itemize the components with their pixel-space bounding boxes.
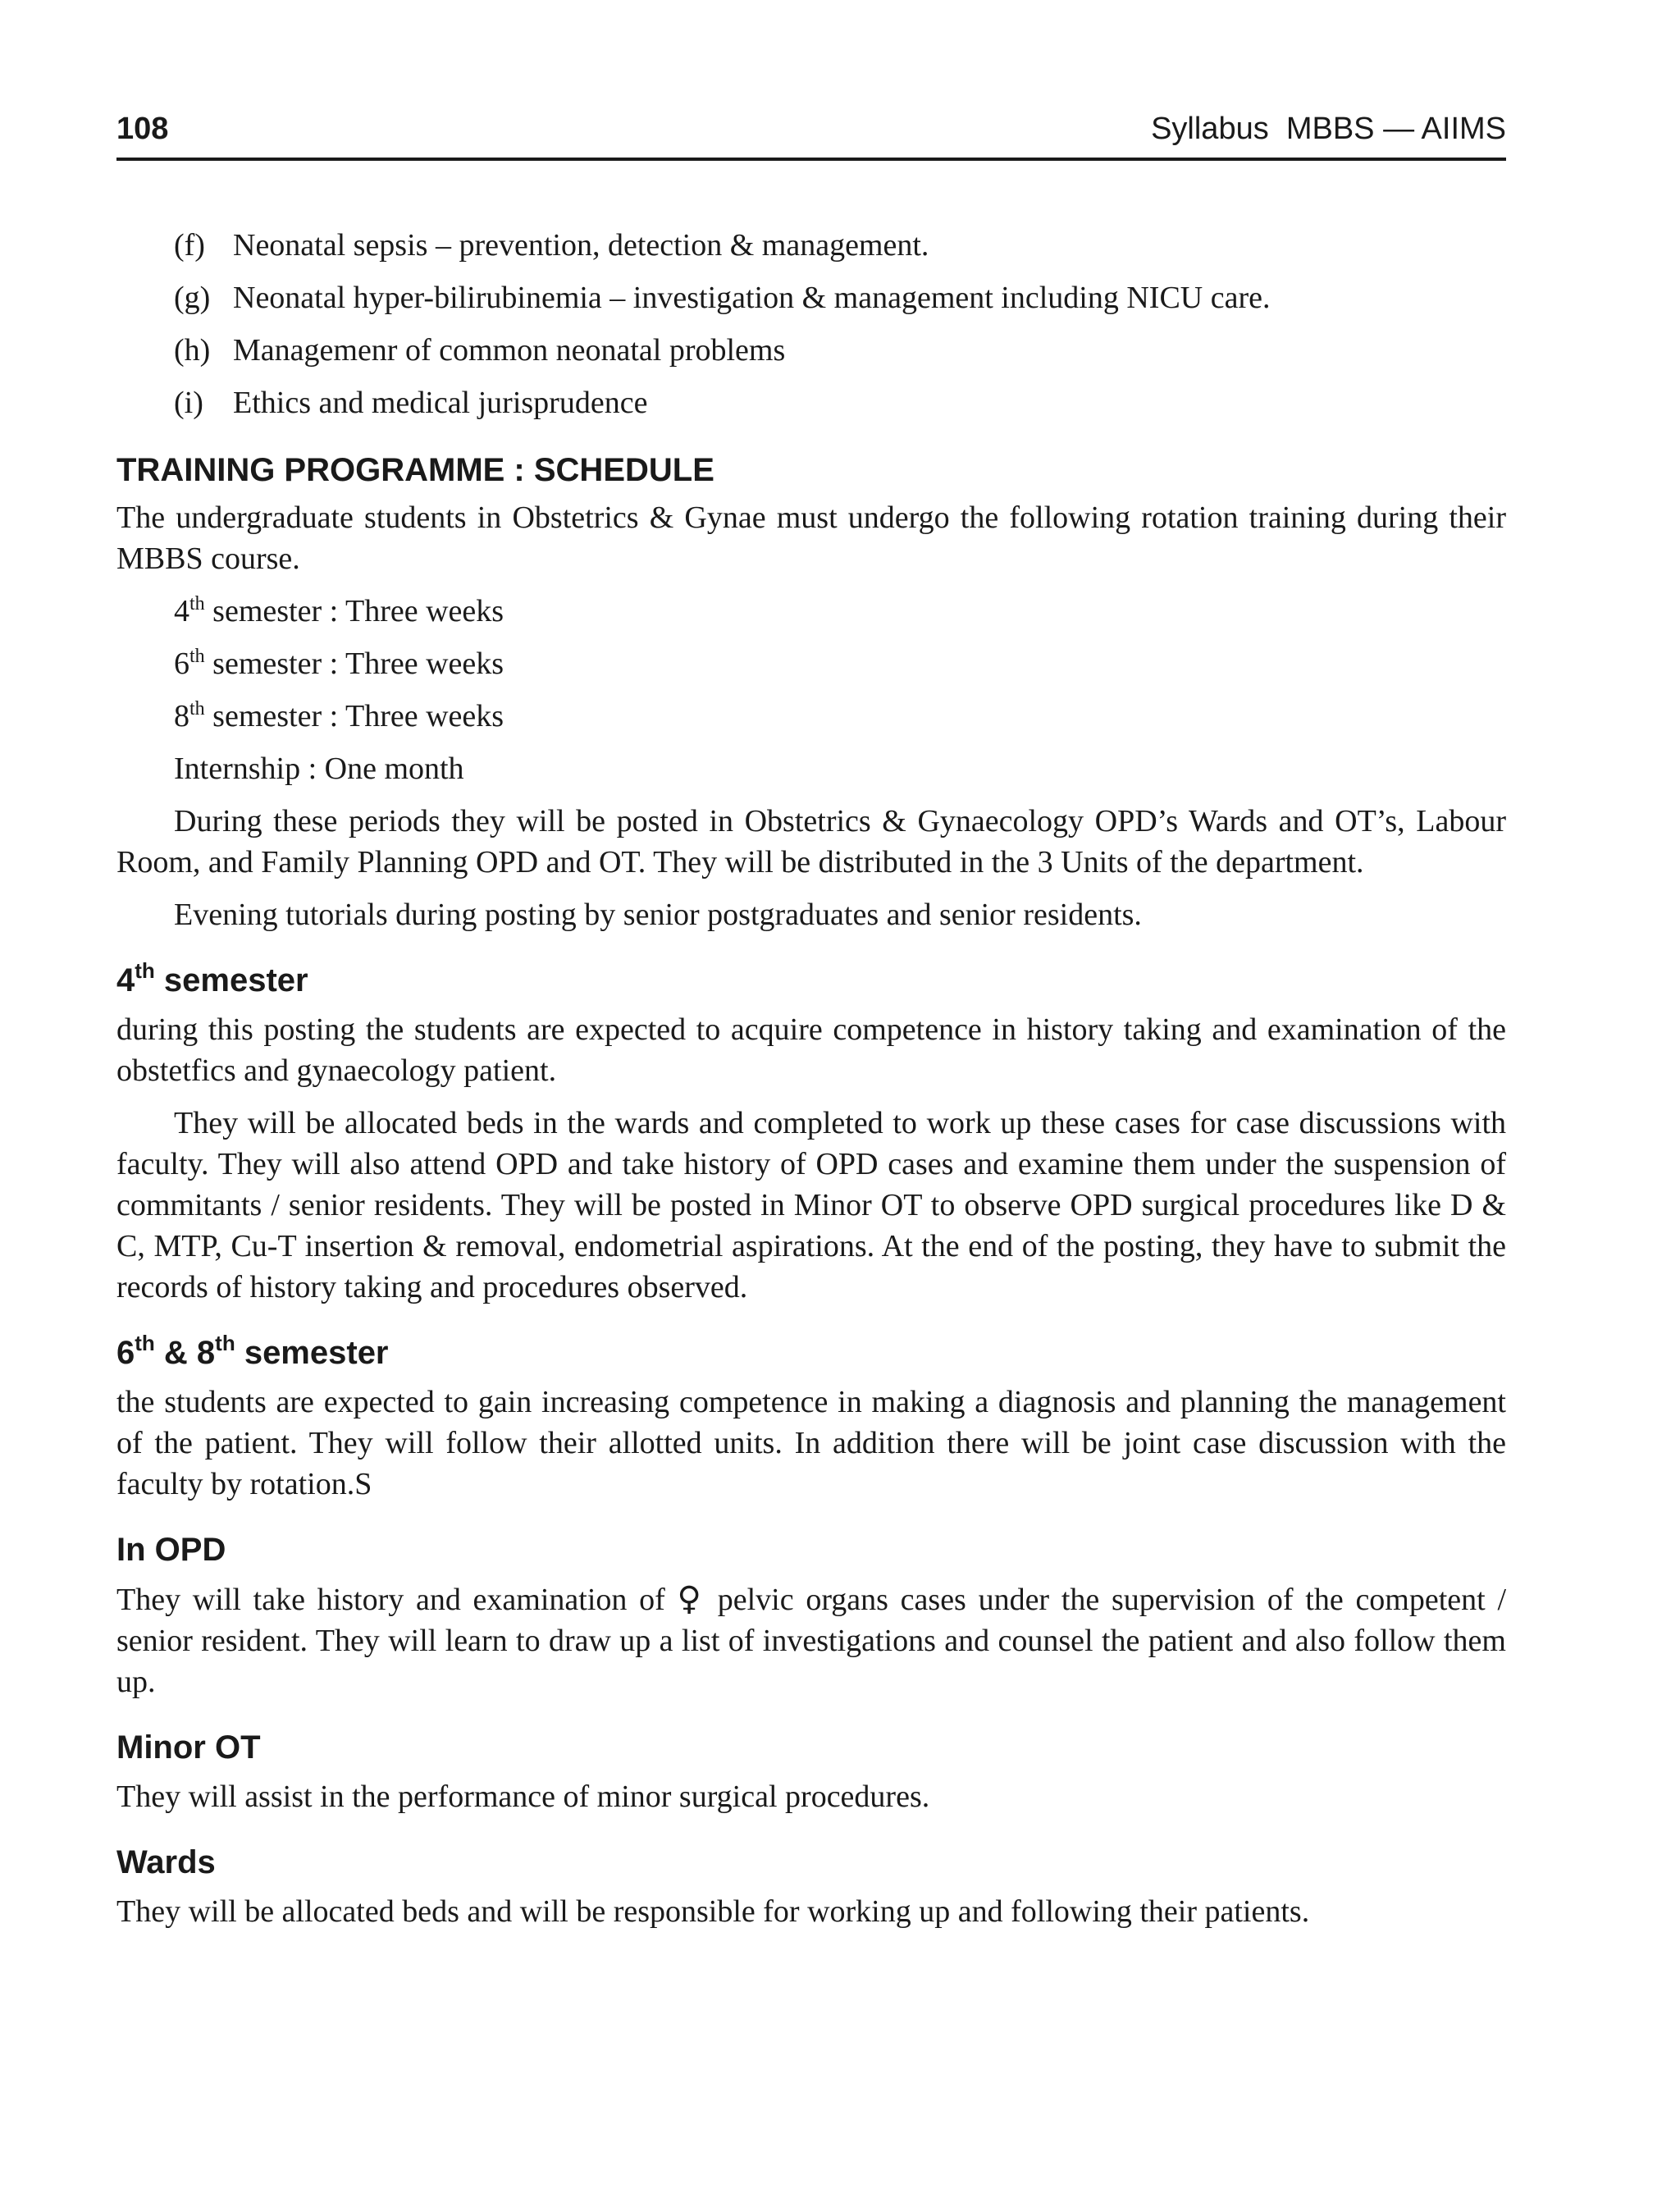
- schedule-line: 4th semester : Three weeks: [174, 593, 504, 628]
- opd-heading: In OPD: [116, 1532, 226, 1568]
- sem68-paragraph: the students are expected to gain increasing competence in making a diagnosis and planning the management of the patient. They will follow their allotted units. In addition there will be joint case discussion with the faculty by rotation.S: [116, 1385, 1506, 1501]
- list-marker: (h): [174, 333, 211, 368]
- page-header: [116, 112, 1506, 161]
- page-number: 108: [116, 112, 169, 146]
- internship-line: Internship : One month: [174, 752, 464, 786]
- page-content: [116, 225, 1506, 1932]
- list-item: [174, 225, 1506, 266]
- list-marker: (f): [174, 228, 205, 263]
- female-symbol-icon: ♀: [677, 1580, 706, 1618]
- list-item: [174, 382, 1506, 423]
- list-item: [174, 277, 1506, 318]
- sem4-paragraph: during this posting the students are expected to acquire competence in history taking and examination of the obstetfics and gynaecology patient.: [116, 1012, 1506, 1088]
- wards-heading: Wards: [116, 1844, 216, 1880]
- opd-paragraph: They will take history and examination of ♀ pelvic organs cases under the supervision of the competent / senior resident. They will learn to draw up a list of investigations and counsel the patient and also follow them up.: [116, 1580, 1506, 1699]
- schedule-line: 8th semester : Three weeks: [174, 698, 504, 733]
- training-paragraph: During these periods they will be posted in Obstetrics & Gynaecology OPD’s Wards and OT’s, Labour Room, and Family Planning OPD and OT. They will be distributed in the 3 Units of the department.: [116, 804, 1506, 879]
- list-marker: (g): [174, 281, 211, 315]
- training-intro: The undergraduate students in Obstetrics & Gynae must undergo the following rotation training during their MBBS course.: [116, 500, 1506, 576]
- list-item-text: Neonatal hyper-bilirubinemia – investigation & management including NICU care.: [233, 281, 1271, 315]
- list-item-text: Ethics and medical jurisprudence: [233, 386, 648, 420]
- training-paragraph: Evening tutorials during posting by senior postgraduates and senior residents.: [174, 898, 1142, 932]
- sem4-heading: 4th semester: [116, 958, 308, 998]
- running-title: Syllabus MBBS — AIIMS: [1151, 112, 1506, 146]
- wards-paragraph: They will be allocated beds and will be responsible for working up and following their patients.: [116, 1894, 1310, 1929]
- sem4-paragraph: They will be allocated beds in the wards and completed to work up these cases for case discussions with faculty. They will also attend OPD and take history of OPD cases and examine them under the suspension of commitants / senior residents. They will be posted in Minor OT to observe OPD surgical procedures like D & C, MTP, Cu-T insertion & removal, endometrial aspirations. At the end of the posting, they have to submit the records of history taking and procedures observed.: [116, 1106, 1506, 1304]
- topic-list: [116, 225, 1506, 423]
- list-item: [174, 330, 1506, 371]
- list-item-text: Managemenr of common neonatal problems: [233, 333, 786, 368]
- list-item-text: Neonatal sepsis – prevention, detection & management.: [233, 228, 929, 263]
- schedule-line: 6th semester : Three weeks: [174, 646, 504, 681]
- list-marker: (i): [174, 386, 203, 420]
- sem68-heading: 6th & 8th semester: [116, 1331, 389, 1371]
- minor-ot-paragraph: They will assist in the performance of minor surgical procedures.: [116, 1779, 930, 1814]
- training-heading: TRAINING PROGRAMME : SCHEDULE: [116, 452, 714, 488]
- minor-ot-heading: Minor OT: [116, 1729, 261, 1766]
